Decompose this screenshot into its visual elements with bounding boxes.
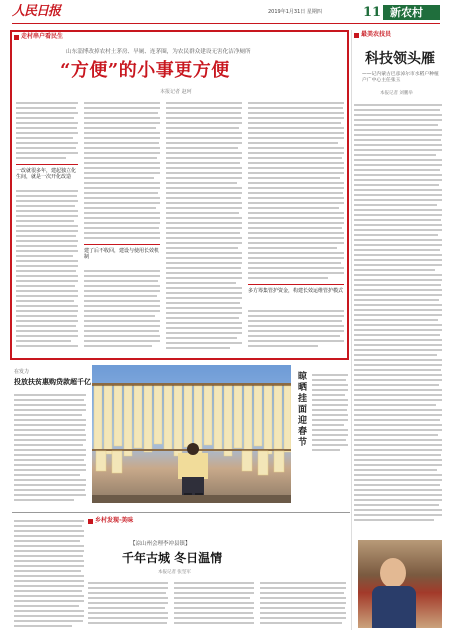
left-kicker: 在发力 (14, 369, 30, 375)
lower-headline: 千年古城 冬日温情 (122, 551, 223, 565)
lead-headline: “方便”的小事更方便 (60, 60, 230, 81)
subhead-1: 一改就很多年，建起独立化生间，就是一次开化改造 (16, 164, 78, 186)
left-headline: 投放扶贫惠购贷款超千亿 (14, 377, 91, 386)
person-figure (178, 443, 208, 503)
date-line: 2019年1月31日 星期四 (268, 9, 322, 15)
subhead-3: 多方筹集管护资金，构建长效运维管护模式 (248, 284, 344, 306)
column-divider (351, 30, 352, 630)
section-title: 新农村 (390, 6, 423, 19)
tag-marker-icon (14, 35, 19, 40)
photo-vertical-headline: 晾晒挂面迎春节 (298, 372, 308, 448)
left-body (14, 392, 86, 510)
subhead-2: 建了后不收回，建设与使用长效机制 (84, 244, 160, 266)
side-column-tag-text: 最美农技员 (361, 31, 392, 38)
photo-caption (312, 372, 348, 502)
lower-byline: 本报记者 张坚军 (158, 570, 191, 575)
section-separator (12, 512, 350, 513)
lead-body (14, 100, 346, 356)
page-number: 11 (363, 5, 382, 20)
section-banner (383, 5, 440, 20)
side-headline: 科技领头雁 (365, 51, 435, 67)
lead-column-tag-text: 走村串户看民生 (21, 33, 64, 40)
masthead-rule (12, 23, 440, 24)
newspaper-logo: 人民日报 (12, 4, 61, 19)
masthead (0, 0, 451, 24)
lower-left-body (14, 518, 84, 630)
side-body (354, 102, 442, 532)
portrait-figure (372, 586, 416, 628)
lower-body (88, 580, 348, 630)
noodle-drying-photo (92, 365, 291, 503)
portrait-figure (380, 558, 406, 588)
portrait-photo (358, 540, 442, 628)
tag-marker-icon (354, 33, 359, 38)
lead-byline: 本报记者 赵珂 (160, 89, 192, 95)
noodle-scene-svg (92, 365, 291, 503)
lead-kicker: 山东淄博改掉农村土茅房、旱厕、连茅圈，为农民群众建设无害化洁净厕所 (66, 49, 251, 55)
lower-column-tag-text: 乡村发现·美味 (95, 517, 134, 524)
side-subtitle: ——记内蒙古巴彦淖尔市水稻户种植户广中心主任张玉 (362, 72, 439, 83)
lower-kicker: 【凉山州会理李冲县镇】 (130, 541, 191, 547)
side-byline: 本报记者 刘鹏举 (380, 91, 413, 96)
tag-marker-icon (88, 519, 93, 524)
